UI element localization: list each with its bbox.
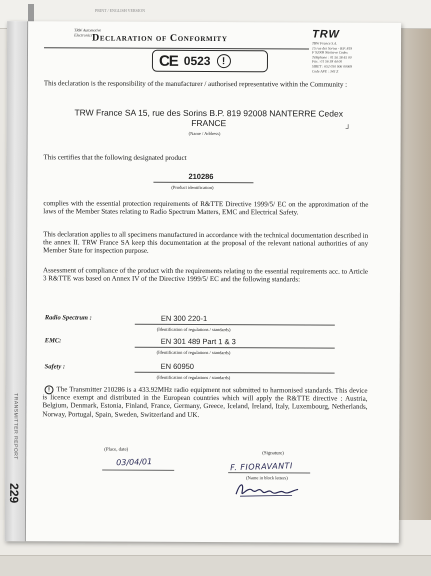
strip-text: PRINT / ENGLISH VERSION [95, 8, 145, 13]
address-line: F 92008 Nanterre Cedex [311, 50, 348, 55]
header-small-line: TRW Automotive [74, 27, 102, 33]
note-alert-icon: ! [45, 385, 54, 394]
corner-mark: ┘ [345, 124, 351, 133]
safety-standard: EN 60950 [160, 361, 195, 371]
responsibility-text: This declaration is the responsibility of the manufacturer / authorised representative within the Community : [43, 79, 348, 89]
spine-page-number: 229 [7, 483, 22, 504]
safety-label: Safety : [44, 363, 66, 371]
address-line: 15 rue des Sorins - B.P. 819 [312, 46, 353, 51]
name-line [228, 472, 310, 473]
lower-sheet-edge [0, 555, 431, 576]
name-caption: (Name in block letters) [246, 475, 288, 481]
manufacturer-country: FRANCE [191, 117, 227, 129]
handwritten-name: F. FIORAVANTI [230, 461, 293, 473]
document-title: Declaration of Conformity [92, 32, 228, 45]
place-date-line [102, 470, 174, 471]
binder-edge [397, 0, 431, 575]
handwritten-signature [232, 480, 302, 500]
spine-label: TRANSMITTER REPORT [12, 393, 19, 460]
radio-spectrum-label: Radio Spectrum : [44, 314, 92, 322]
address-line: Téléphone : 01 56 38 45 00 [311, 55, 352, 60]
product-caption: (Product identification) [171, 184, 214, 191]
emc-caption: (Identification of regulations / standards) [156, 349, 231, 356]
address-line: SIRET : 652 050 906 00069 [311, 64, 353, 69]
emc-standard: EN 301 489 Part 1 & 3 [160, 336, 236, 347]
certificate-page [5, 21, 401, 543]
certifies-text: This certifies that the following designated product [43, 153, 187, 162]
address-line: TRW France S.A. [312, 41, 338, 46]
declaration-paragraph: This declaration applies to all specimens manufactured in accordance with the technical documentation described in the annex II. TRW France SA keep this documentation at the proposal of the relevant national authorities of any Member State for inspection purpose. [43, 230, 369, 256]
company-address [312, 41, 382, 73]
manufacturer-address: TRW France SA 15, rue des Sorins B.P. 819 92008 NANTERRE Cedex [74, 107, 344, 119]
safety-caption: (Identification of regulations / standards) [156, 374, 231, 381]
header-small-line: Electronics [74, 32, 93, 38]
radio-spectrum-caption: (Identification of regulations / standards) [156, 326, 231, 333]
page-binding [5, 21, 28, 541]
manufacturer-block [54, 107, 364, 128]
certificate-content [32, 21, 394, 543]
address-line: Code APE : 343 Z [311, 69, 339, 74]
transmitter-note: The Transmitter 210286 is a 433.92MHz radio equipment not submitted to harmonised standards. This device is licence exempt and distributed in the European countries which will apply the R&TTE directive : Austria, Belgium, Denmark, Estonia, Finland, France, Germany, Greece, Iceland, Ireland, Italy, Luxembourg, Netherlands, Norway, Portugal, Spain, Sweden, Switzerland and UK. [42, 385, 368, 419]
notified-body-number: 0523 [183, 53, 211, 69]
place-date-caption: (Place, date) [104, 447, 129, 453]
strip-bar [28, 4, 34, 22]
complies-paragraph: complies with the essential protection requirements of R&TTE Directive 1999/5/ EC on the approximation of the laws of the Member States relating to Radio Spectrum Matters, EMC and Electrical Safety. [43, 199, 369, 217]
signature-caption: (Signature) [262, 451, 284, 457]
emc-label: EMC: [44, 337, 62, 345]
ce-mark: CE [158, 52, 178, 70]
radio-spectrum-standard: EN 300 220-1 [160, 313, 208, 324]
manufacturer-caption: (Name / Address) [188, 130, 221, 137]
address-line: Fax : 01 56 38 44 00 [311, 59, 343, 64]
product-id: 210286 [188, 171, 214, 182]
assessment-paragraph: Assessment of compliance of the product with the requirements relating to the essential requirements acc. to Article 3 R&TTE was based on Annex IV of the Directive 1999/5/ EC and the following standards: [42, 266, 369, 284]
alert-icon: ! [216, 54, 230, 68]
trw-logo: TRW [312, 28, 340, 41]
product-underline [153, 182, 253, 183]
handwritten-date: 03/04/01 [116, 457, 153, 468]
ce-marking-box [152, 50, 268, 73]
